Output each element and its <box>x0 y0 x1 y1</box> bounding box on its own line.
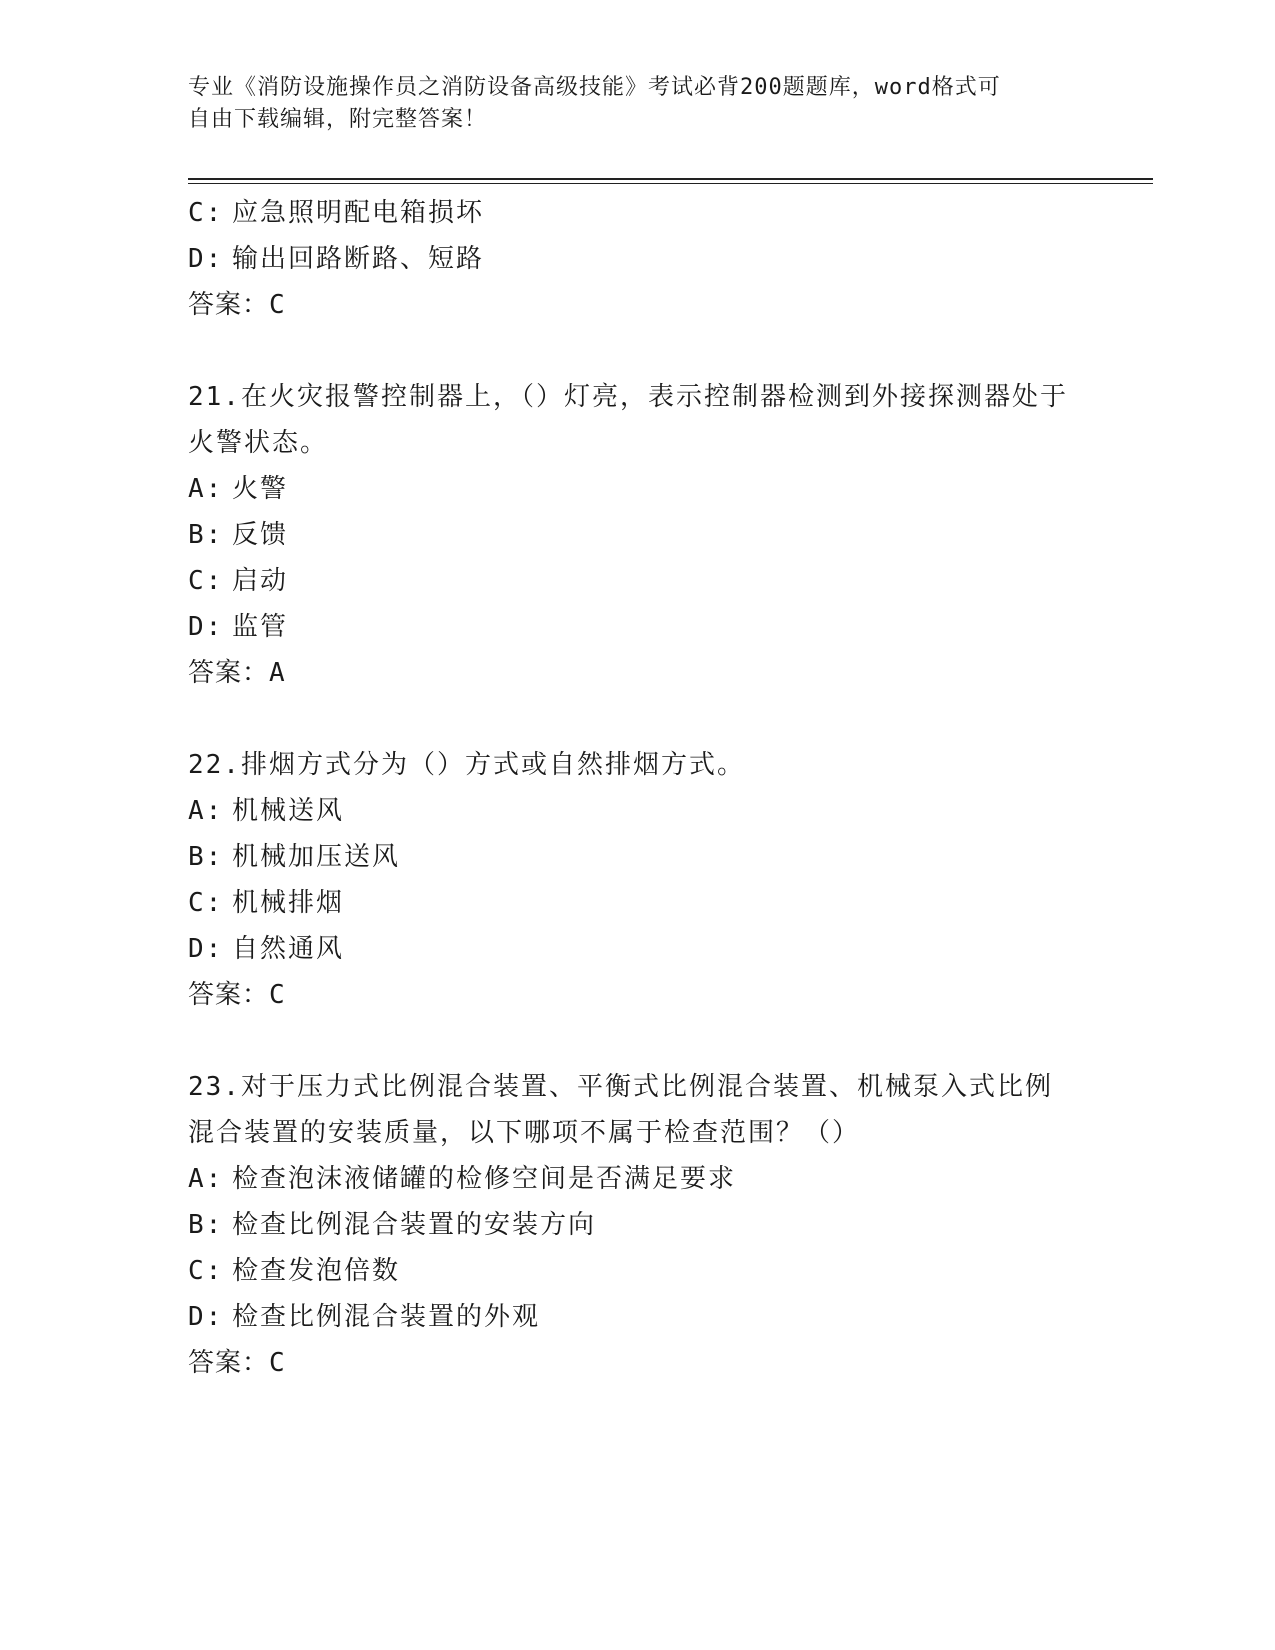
option-text: 监管 <box>232 612 289 642</box>
option-text: 火警 <box>232 474 289 504</box>
header-title-line-1: 专业《消防设施操作员之消防设备高级技能》考试必背200题题库，word格式可 <box>188 75 1001 100</box>
option-key: B: <box>188 520 224 550</box>
option-key: B: <box>188 1210 224 1240</box>
option-key: C: <box>188 888 224 918</box>
question-stem: 23.对于压力式比例混合装置、平衡式比例混合装置、机械泵入式比例混合装置的安装质量，以下哪项不属于检查范围？（） <box>188 1072 1053 1148</box>
option-item <box>188 788 1088 834</box>
header-divider-thick <box>188 178 1153 180</box>
option-key: D: <box>188 612 224 642</box>
question-block-21 <box>188 374 1088 696</box>
option-text: 反馈 <box>232 520 289 550</box>
option-text: 机械加压送风 <box>232 842 401 872</box>
option-item <box>188 512 1088 558</box>
option-key: D: <box>188 1302 224 1332</box>
question-block-22 <box>188 742 1088 1018</box>
question-stem: 21.在火灾报警控制器上，（）灯亮，表示控制器检测到外接探测器处于火警状态。 <box>188 382 1068 458</box>
option-key: C: <box>188 198 224 228</box>
option-key: A: <box>188 474 224 504</box>
option-item <box>188 926 1088 972</box>
question-block-prev <box>188 190 1088 328</box>
header-divider-thin <box>188 183 1153 184</box>
option-text: 机械排烟 <box>232 888 345 918</box>
option-text: 检查泡沫液储罐的检修空间是否满足要求 <box>232 1164 737 1194</box>
option-item <box>188 880 1088 926</box>
option-key: A: <box>188 796 224 826</box>
question-stem: 22.排烟方式分为（）方式或自然排烟方式。 <box>188 750 745 780</box>
option-text: 检查比例混合装置的外观 <box>232 1302 541 1332</box>
option-text: 机械送风 <box>232 796 345 826</box>
answer-line: 答案：C <box>188 290 286 320</box>
option-text: 输出回路断路、短路 <box>232 244 485 274</box>
option-text: 自然通风 <box>232 934 345 964</box>
option-item <box>188 190 1088 236</box>
option-item <box>188 834 1088 880</box>
option-text: 检查比例混合装置的安装方向 <box>232 1210 597 1240</box>
answer-line: 答案：C <box>188 980 286 1010</box>
header-title-line-2: 自由下载编辑，附完整答案！ <box>188 107 488 132</box>
question-block-23 <box>188 1064 1088 1386</box>
question-list <box>188 190 1088 1432</box>
option-key: D: <box>188 244 224 274</box>
option-item <box>188 558 1088 604</box>
option-item <box>188 1294 1088 1340</box>
option-text: 应急照明配电箱损坏 <box>232 198 485 228</box>
option-item <box>188 1248 1088 1294</box>
option-text: 启动 <box>232 566 289 596</box>
option-text: 检查发泡倍数 <box>232 1256 401 1286</box>
option-key: C: <box>188 566 224 596</box>
answer-line: 答案：C <box>188 1348 286 1378</box>
option-item <box>188 236 1088 282</box>
option-item <box>188 1202 1088 1248</box>
option-item <box>188 466 1088 512</box>
option-key: C: <box>188 1256 224 1286</box>
answer-line: 答案：A <box>188 658 286 688</box>
option-key: D: <box>188 934 224 964</box>
option-item <box>188 604 1088 650</box>
option-key: A: <box>188 1164 224 1194</box>
option-item <box>188 1156 1088 1202</box>
document-header <box>188 72 1068 136</box>
option-key: B: <box>188 842 224 872</box>
